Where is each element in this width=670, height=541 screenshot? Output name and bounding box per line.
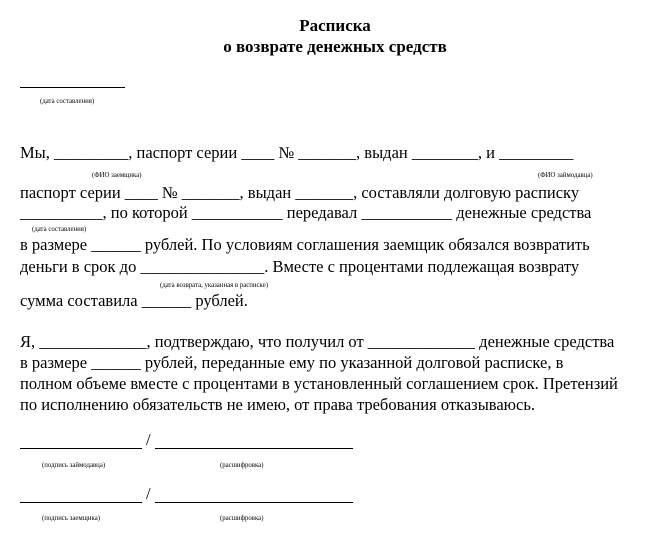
signature-line-lender bbox=[20, 448, 142, 449]
document-title: Расписка bbox=[299, 16, 371, 35]
decoding-line-lender bbox=[155, 448, 353, 449]
paragraph-1-line-4: в размере ______ рублей. По условиям соглашения заемщик обязался возвратить bbox=[20, 235, 590, 254]
caption-lender-name: (ФИО заемщика) bbox=[92, 172, 142, 179]
paragraph-1-line-6: сумма составила ______ рублей. bbox=[20, 291, 248, 310]
signature-slash: / bbox=[146, 484, 151, 503]
decoding-caption-borrower: (расшифровка) bbox=[220, 515, 264, 522]
caption-date: (дата составления) bbox=[32, 226, 87, 233]
caption-return-date: (дата возврата, указанная в расписке) bbox=[160, 282, 268, 289]
paragraph-1-line-5: деньги в срок до _______________. Вместе с процентами подлежащая возврату bbox=[20, 257, 580, 276]
paragraph-2-line-2: в размере ______ рублей, переданные ему по указанной долговой расписке, в bbox=[20, 353, 564, 372]
caption-borrower-name: (ФИО займодавца) bbox=[538, 172, 593, 179]
paragraph-1-line-2: паспорт серии ____ № _______, выдан _______, составляли долговую расписку bbox=[20, 183, 580, 202]
paragraph-1-line-3: __________, по которой ___________ передавал ___________ денежные средства bbox=[20, 203, 592, 222]
signature-caption-borrower: (подпись заемщика) bbox=[42, 515, 101, 522]
date-caption: (дата составления) bbox=[40, 98, 95, 105]
decoding-caption-lender: (расшифровка) bbox=[220, 462, 264, 469]
paragraph-2-line-1: Я, _____________, подтверждаю, что получил от _____________ денежные средства bbox=[20, 332, 615, 351]
document-subtitle: о возврате денежных средств bbox=[223, 37, 447, 56]
signature-slash: / bbox=[146, 430, 151, 449]
signature-line-borrower bbox=[20, 502, 142, 503]
signature-caption-lender: (подпись займодавца) bbox=[42, 462, 106, 469]
paragraph-1-line-1: Мы, _________, паспорт серии ____ № _______, выдан ________, и _________ bbox=[20, 143, 574, 162]
date-line bbox=[20, 87, 125, 88]
decoding-line-borrower bbox=[155, 502, 353, 503]
paragraph-2-line-3: полном объеме вместе с процентами в установленный соглашением срок. Претензий bbox=[20, 374, 618, 393]
paragraph-2-line-4: по исполнению обязательств не имею, от права требования отказываюсь. bbox=[20, 395, 535, 414]
